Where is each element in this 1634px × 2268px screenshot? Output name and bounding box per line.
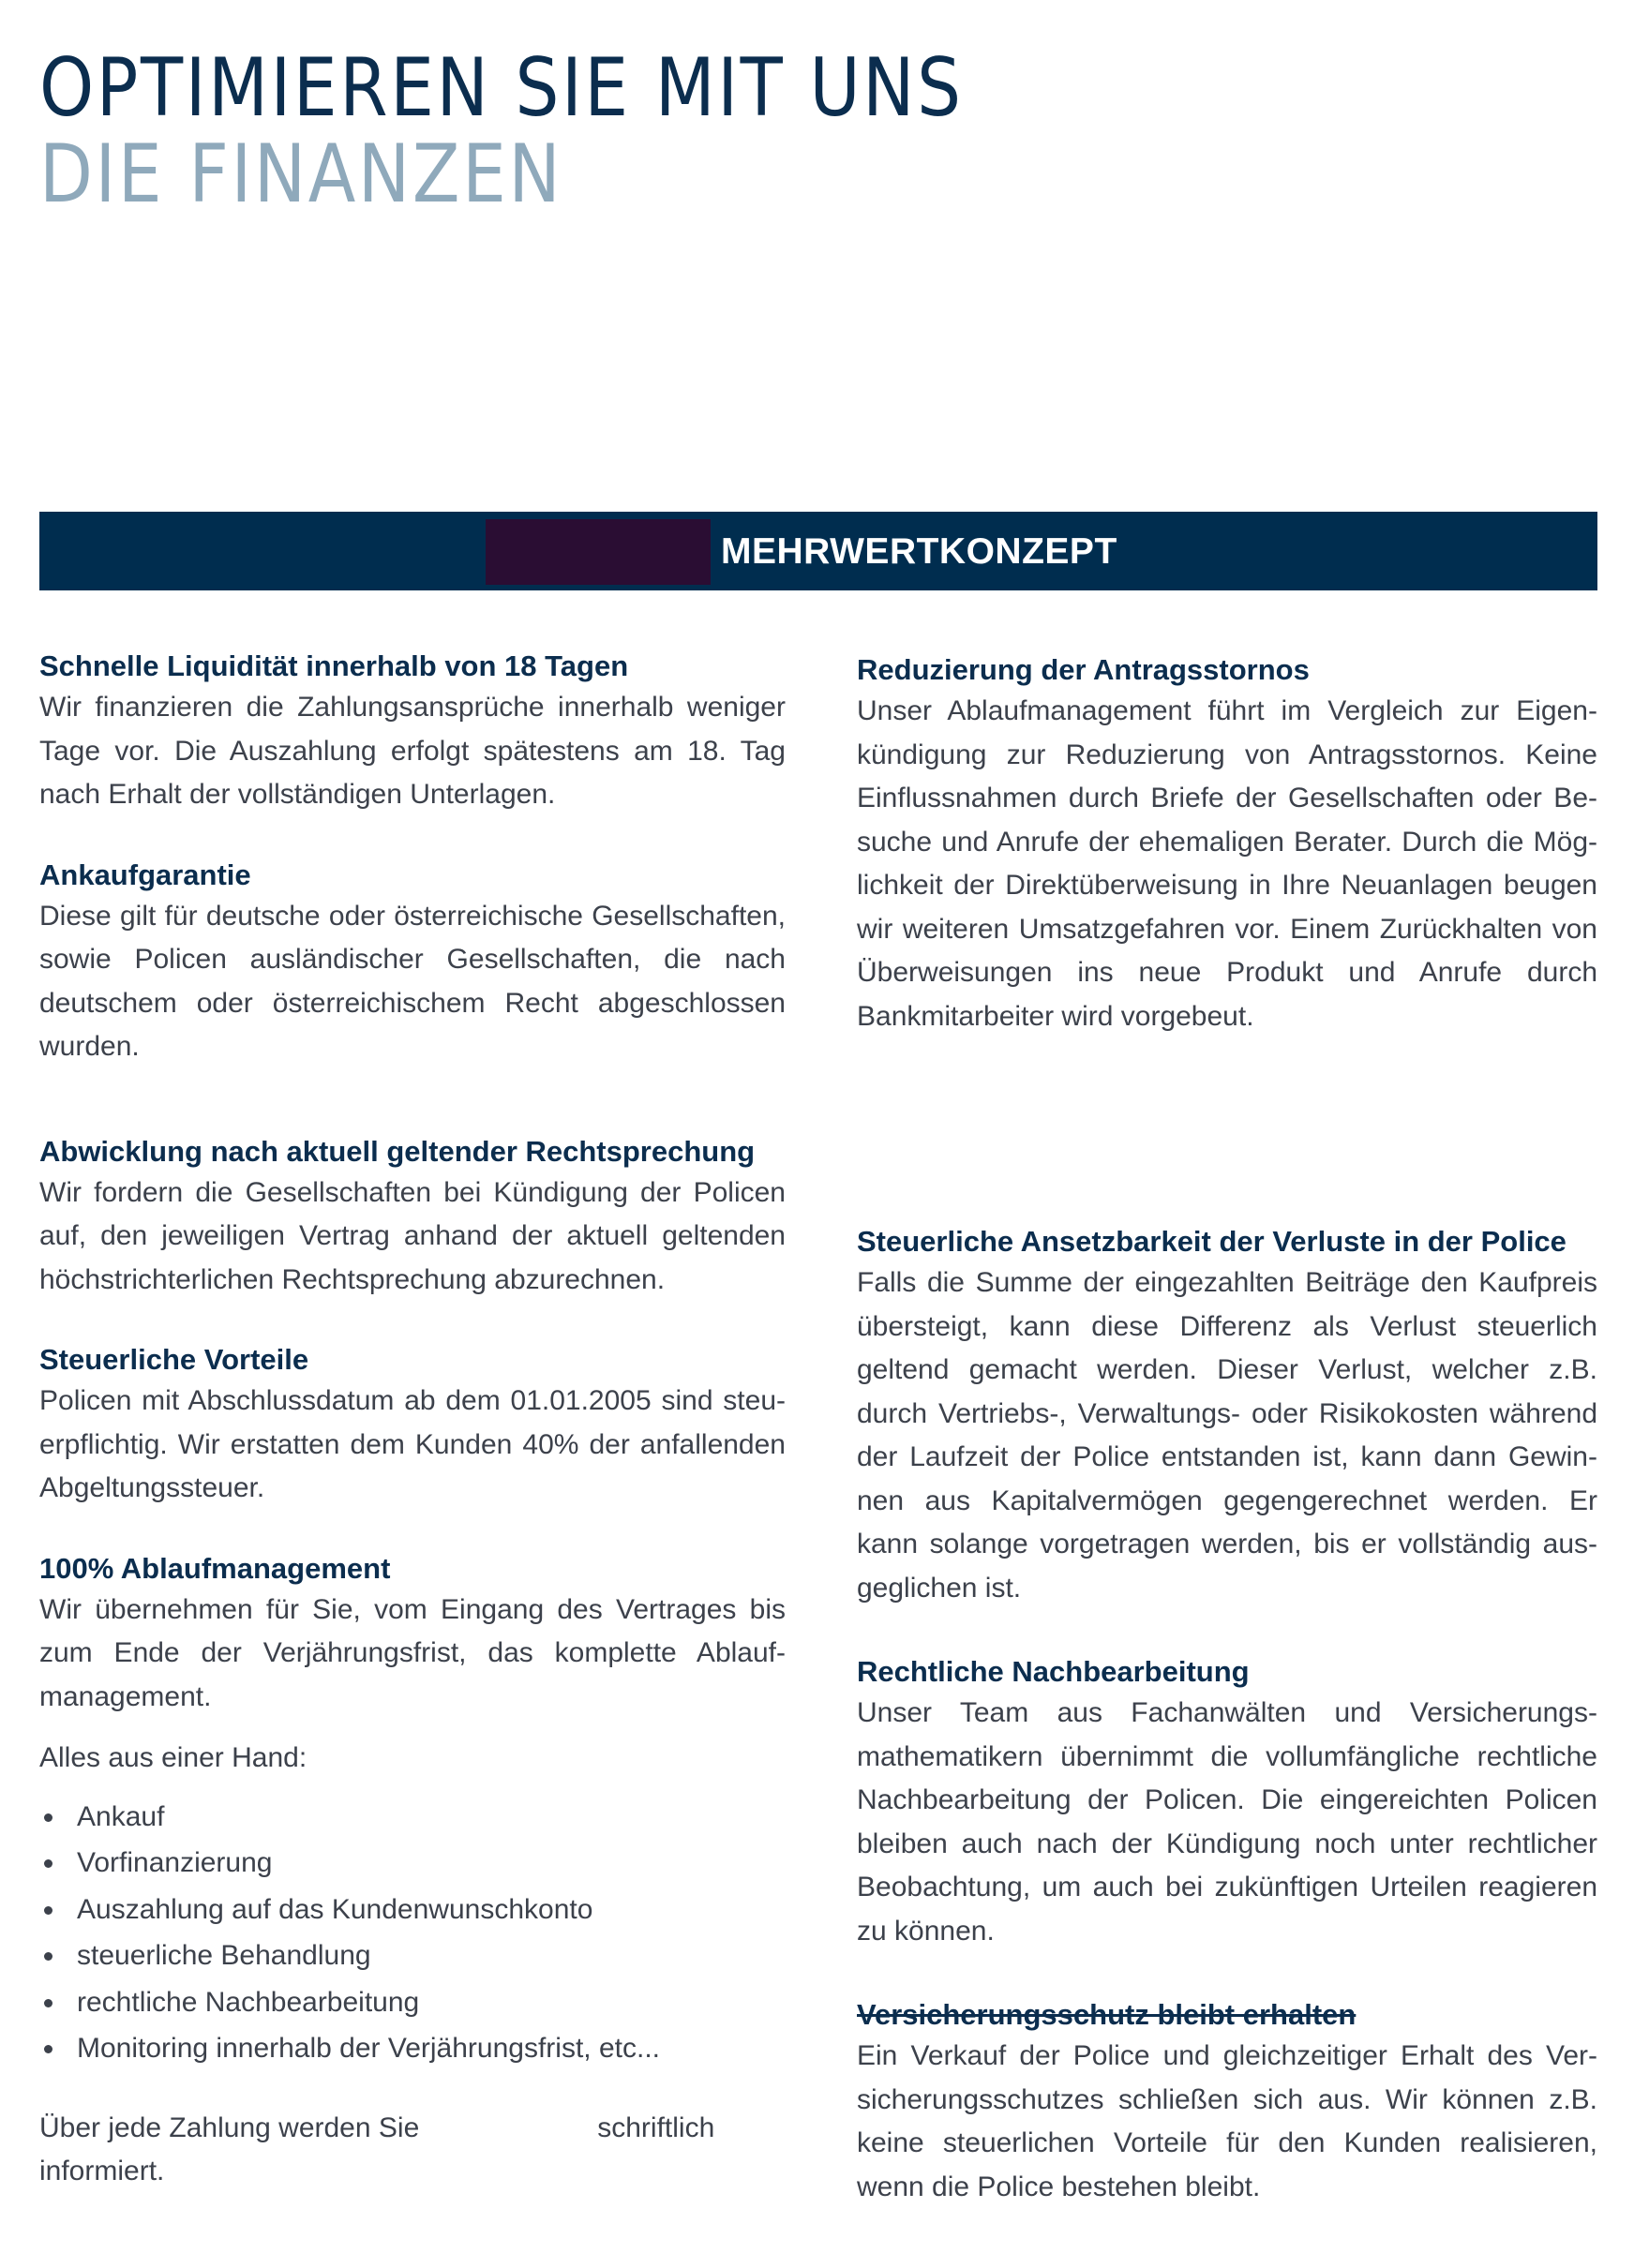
redacted-gap xyxy=(419,2118,597,2137)
payment-note xyxy=(39,2107,786,2194)
section-body: Unser Ablaufmanagement führt im Vergleich zur Eigenkündigung zur Reduzierung von Antragsstornos. Keine Einflussnahmen durch Briefe der Gesellschaften oder Besuche und Anrufe der ehemaligen Berater. Durch die Möglichkeit der Direktüberweisung in Ihre Neuanlagen beugen wir weiteren Umsatzgefahren vor. Einem Zurückhalten von Überweisungen ins neue Produkt und Anrufe durch Bankmitarbeiter wird vorgebeut. xyxy=(857,695,1597,1032)
section-ankaufgarantie xyxy=(39,856,786,1069)
list-item: Ankauf xyxy=(39,1794,786,1841)
section-body: Policen mit Abschlussdatum ab dem 01.01.2005 sind steuerpflichtig. Wir erstatten dem Kunden 40% der anfallenden Abgeltungssteuer. xyxy=(39,1385,786,1503)
section-banner xyxy=(39,512,1597,590)
note-text-end: schriftlich informiert. xyxy=(39,2111,715,2186)
section-heading: Ankaufgarantie xyxy=(39,858,251,891)
section-heading: Rechtliche Nachbearbeitung xyxy=(857,1655,1250,1688)
section-liquiditaet xyxy=(39,647,786,817)
section-ablaufmanagement xyxy=(39,1549,786,1720)
section-versicherungsschutz xyxy=(857,1995,1597,2209)
section-body: Falls die Summe der eingezahlten Beiträge den Kaufpreis übersteigt, kann diese Differenz als Verlust steuerlich geltend gemacht werden. Dieser Verlust, welcher z.B. durch Vertriebs-, Verwaltungs- oder Risikokosten während der Laufzeit der Police entstanden ist, kann dann Gewinnen aus Kapitalvermögen gegengerechnet werden. Er kann solange vorgetragen werden, bis er vollständig ausgeglichen ist. xyxy=(857,1267,1597,1604)
page-headline xyxy=(39,41,964,221)
list-item: Vorfinanzierung xyxy=(39,1840,786,1887)
list-item: Monitoring innerhalb der Verjährungsfrist, etc... xyxy=(39,2025,786,2072)
list-intro: Alles aus einer Hand: xyxy=(39,1742,307,1773)
section-heading: Steuerliche Ansetzbarkeit der Verluste in der Police xyxy=(857,1225,1567,1258)
section-nachbearbeitung xyxy=(857,1652,1597,1953)
list-item: Auszahlung auf das Kundenwunschkonto xyxy=(39,1887,786,1933)
section-body: Wir übernehmen für Sie, vom Eingang des Vertrages bis zum Ende der Verjährungsfrist, das komplette Ablaufmanagement. xyxy=(39,1593,786,1712)
list-item: rechtliche Nachbearbeitung xyxy=(39,1979,786,2026)
note-text-start: Über jede Zahlung werden Sie xyxy=(39,2111,420,2143)
banner-title: MEHRWERTKONZEPT xyxy=(721,531,1117,572)
service-list xyxy=(39,1794,786,2072)
section-heading: Steuerliche Vorteile xyxy=(39,1343,309,1376)
section-heading: Abwicklung nach aktuell geltender Rechtsprechung xyxy=(39,1134,756,1168)
struck-heading: Versicherungsschutz bleibt erhalten xyxy=(857,1998,1357,2031)
section-heading: Schnelle Liquidität innerhalb von 18 Tagen xyxy=(39,649,629,682)
section-heading: Reduzierung der Antragsstornos xyxy=(857,653,1310,686)
section-body: Unser Team aus Fachanwälten und Versicherungsmathematikern übernimmt die vollumfängliche rechtliche Nachbearbeitung der Policen. Die eingereichten Policen bleiben auch nach der Kündigung noch unter rechtlicher Beobachtung, um auch bei zukünftigen Urteilen reagieren zu können. xyxy=(857,1697,1597,1947)
section-steuerliche-vorteile xyxy=(39,1340,786,1511)
left-column xyxy=(39,647,786,2194)
section-body: Ein Verkauf der Police und gleichzeitiger Erhalt des Versicherungsschutzes schließen sich aus. Wir können z.B. keine steuerlichen Vorteile für den Kunden realisieren, wenn die Police bestehen bleibt. xyxy=(857,2040,1597,2202)
section-abwicklung xyxy=(39,1132,786,1303)
section-verluste xyxy=(857,1222,1597,1610)
section-body: Wir finanzieren die Zahlungsansprüche innerhalb weniger Tage vor. Die Auszahlung erfolgt spätestens am 18. Tag nach Erhalt der vollständigen Unterlagen. xyxy=(39,692,786,810)
section-body: Diese gilt für deutsche oder österreichische Gesellschaften, sowie Policen ausländischer Gesellschaften, die nach deutschem oder österreichischem Recht abgeschlossen wurden. xyxy=(39,900,786,1062)
redaction-block xyxy=(486,519,711,585)
section-body: Wir fordern die Gesellschaften bei Kündigung der Policen auf, den jeweiligen Vertrag anhand der aktuell geltenden höchstrichterlichen Rechtsprechung abzurechnen. xyxy=(39,1176,786,1295)
headline-line-1: OPTIMIEREN SIE MIT UNS xyxy=(39,41,964,135)
headline-line-2: DIE FINANZEN xyxy=(39,127,563,221)
right-column xyxy=(857,650,1597,2209)
list-item: steuerliche Behandlung xyxy=(39,1932,786,1979)
section-heading: 100% Ablaufmanagement xyxy=(39,1551,391,1585)
section-antragsstornos xyxy=(857,650,1597,1038)
